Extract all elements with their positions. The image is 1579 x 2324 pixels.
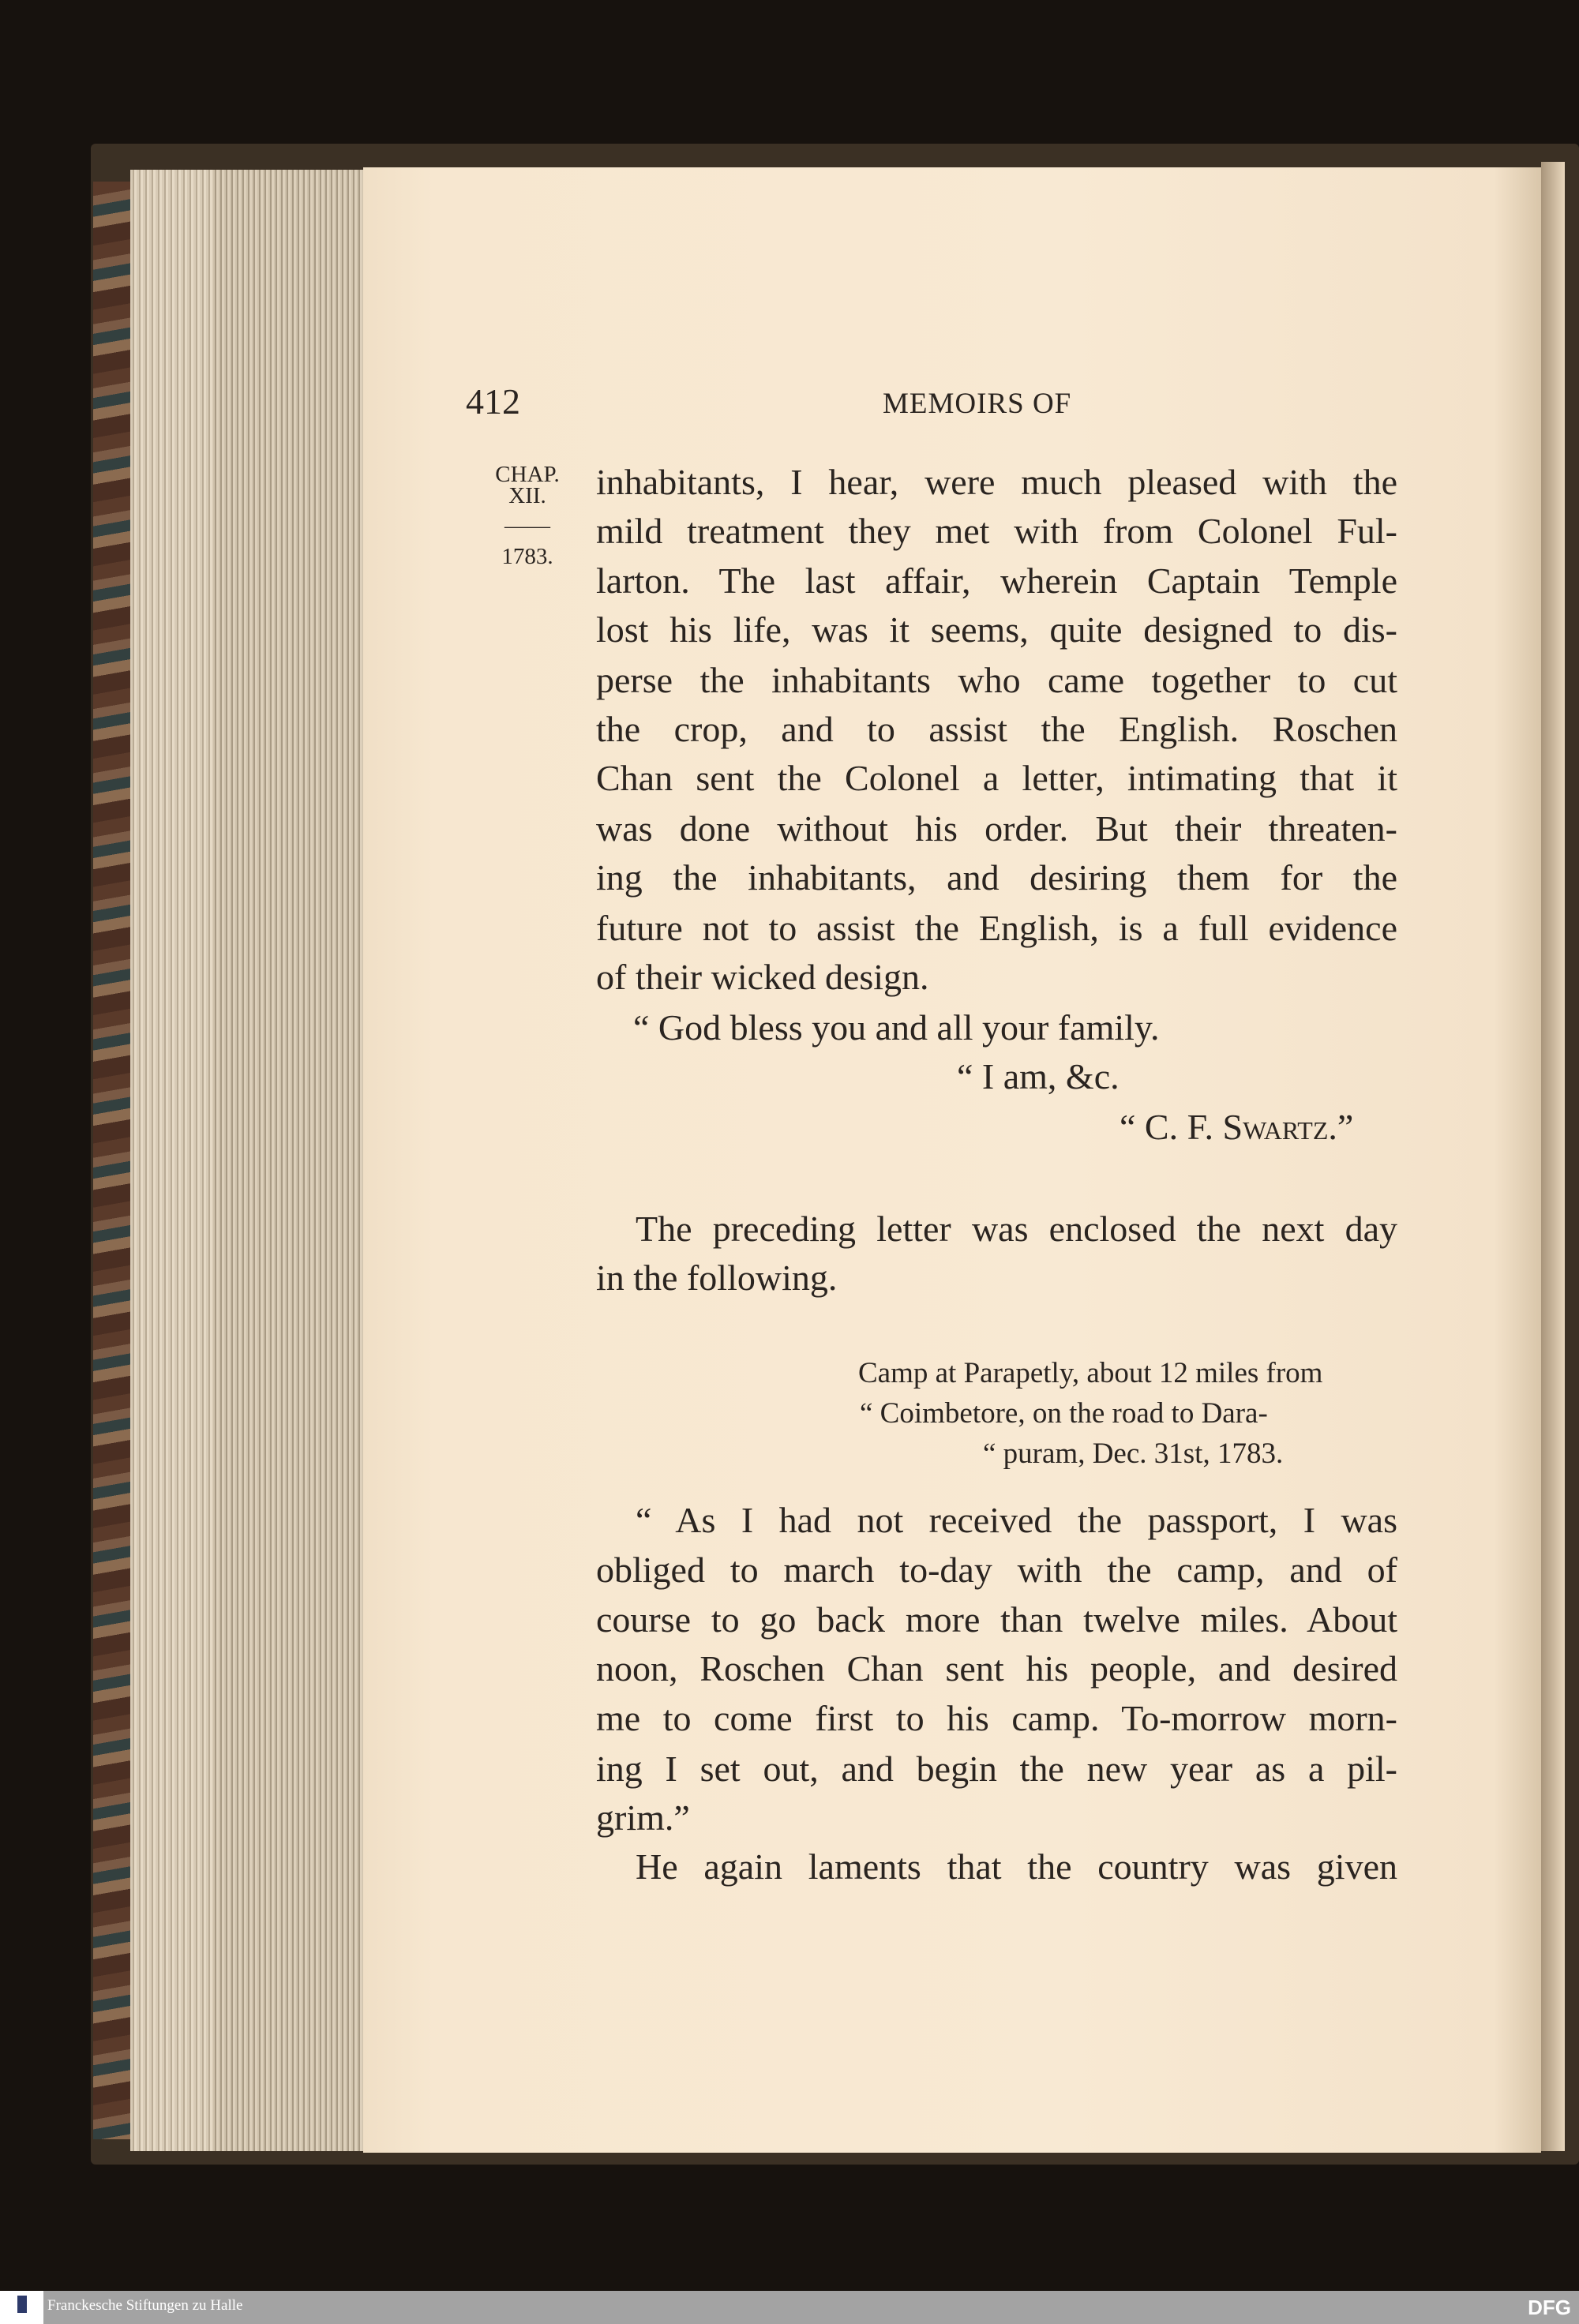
dfg-logo: DFG bbox=[1528, 2296, 1571, 2319]
text-line: course to go back more than twelve miles. About bbox=[596, 1599, 1397, 1640]
text-line: Chan sent the Colonel a letter, intimating that it bbox=[596, 758, 1397, 798]
text-line: He again laments that the country was given bbox=[636, 1846, 1397, 1887]
text-line: ing the inhabitants, and desiring them for the bbox=[596, 857, 1397, 898]
running-title: MEMOIRS OF bbox=[883, 388, 1072, 420]
text-line: “ I am, &c. bbox=[957, 1056, 1120, 1096]
tower-icon bbox=[17, 2296, 27, 2313]
text-line: obliged to march to-day with the camp, and of bbox=[596, 1550, 1397, 1590]
text-line: in the following. bbox=[596, 1258, 838, 1298]
text-line: larton. The last affair, wherein Captain Temple bbox=[596, 560, 1397, 601]
margin-year: 1783. bbox=[501, 544, 553, 569]
text-line: ing I set out, and begin the new year as a pil- bbox=[596, 1749, 1397, 1789]
facing-page-edge bbox=[1541, 162, 1565, 2151]
margin-chap-number: XII. bbox=[508, 483, 546, 508]
text-line: grim.” bbox=[596, 1797, 690, 1838]
margin-chap: CHAP. bbox=[495, 462, 560, 487]
text-line: the crop, and to assist the English. Roschen bbox=[596, 709, 1397, 749]
text-line: lost his life, was it seems, quite designed to dis- bbox=[596, 609, 1397, 650]
text-line: of their wicked design. bbox=[596, 957, 929, 997]
text-line: The preceding letter was enclosed the next day bbox=[636, 1209, 1397, 1249]
text-line: inhabitants, I hear, were much pleased with the bbox=[596, 462, 1397, 502]
letter-heading-line: “ puram, Dec. 31st, 1783. bbox=[983, 1438, 1284, 1470]
text-line: mild treatment they met with from Colonel Ful- bbox=[596, 511, 1397, 551]
page-edges-inner bbox=[213, 170, 363, 2151]
signature-line: “ C. F. Swartz.” bbox=[1120, 1107, 1354, 1147]
text-line: perse the inhabitants who came together to cut bbox=[596, 660, 1397, 700]
letter-heading-line: Camp at Parapetly, about 12 miles from bbox=[858, 1357, 1323, 1389]
letter-heading-line: “ Coimbetore, on the road to Dara- bbox=[860, 1397, 1268, 1430]
text-line: was done without his order. But their threaten- bbox=[596, 808, 1397, 849]
text-line: “ As I had not received the passport, I was bbox=[636, 1500, 1397, 1540]
institution-logo bbox=[0, 2291, 43, 2324]
page-number: 412 bbox=[466, 381, 520, 422]
text-line: noon, Roschen Chan sent his people, and desired bbox=[596, 1648, 1397, 1689]
footer-bar bbox=[0, 2291, 1579, 2324]
text-line: me to come first to his camp. To-morrow morn- bbox=[596, 1698, 1397, 1738]
text-line: future not to assist the English, is a full evidence bbox=[596, 908, 1397, 948]
institution-name: Franckesche Stiftungen zu Halle bbox=[47, 2297, 243, 2314]
margin-rule: —— bbox=[504, 513, 550, 538]
text-line: “ God bless you and all your family. bbox=[633, 1007, 1160, 1048]
